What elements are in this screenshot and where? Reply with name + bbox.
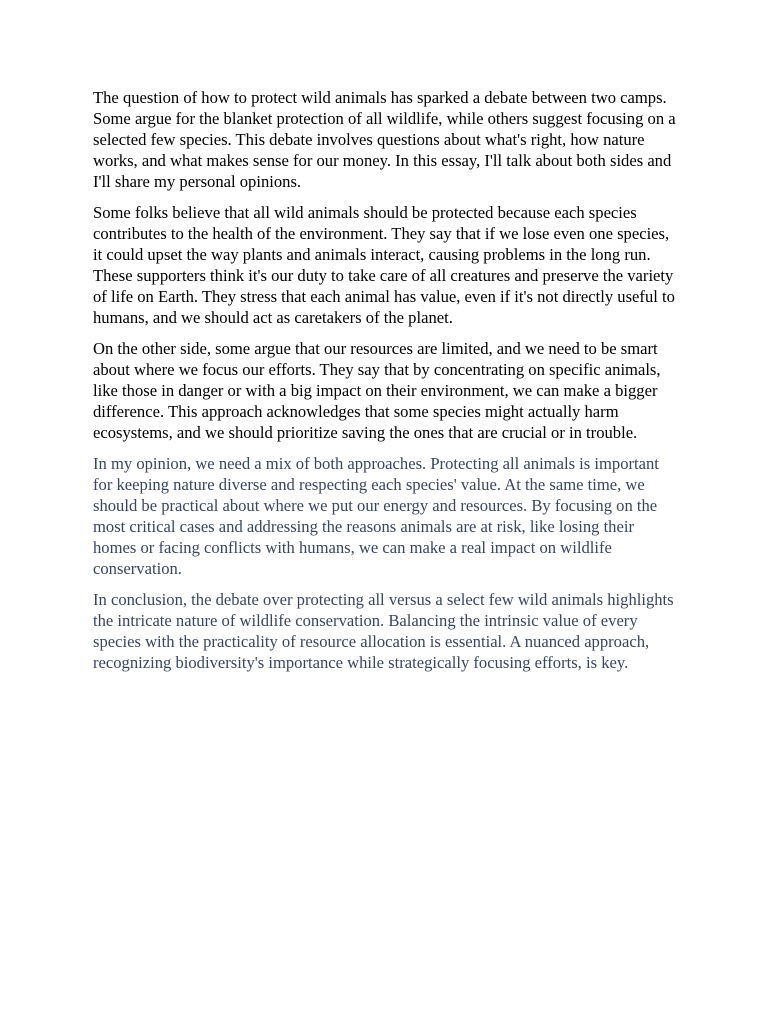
paragraph-protect-all: Some folks believe that all wild animals should be protected because each species contributes to the health of the environment. They say that if we lose even one species, it could upset the way plants and animals interact, causing problems in the long run. These supporters think it's our duty to take care of all creatures and preserve the variety of life on Earth. They stress that each animal has value, even if it's not directly useful to humans, and we should act as caretakers of the planet. xyxy=(93,203,675,327)
paragraph-conclusion: In conclusion, the debate over protecting all versus a select few wild animals highlights the intricate nature of wildlife conservation. Balancing the intrinsic value of every species with the practicality of resource allocation is essential. A nuanced approach, recognizing biodiversity's importance while strategically focusing efforts, is key. xyxy=(93,590,674,672)
paragraph-introduction: The question of how to protect wild animals has sparked a debate between two camps. Some argue for the blanket protection of all wildlife, while others suggest focusing on a selected few species. This debate involves questions about what's right, how nature works, and what makes sense for our money. In this essay, I'll talk about both sides and I'll share my personal opinions. xyxy=(93,88,676,191)
paragraph-protect-selected: On the other side, some argue that our resources are limited, and we need to be smart about where we focus our efforts. They say that by concentrating on specific animals, like those in danger or with a big impact on their environment, we can make a bigger difference. This approach acknowledges that some species might actually harm ecosystems, and we should prioritize saving the ones that are crucial or in trouble. xyxy=(93,339,661,442)
document-page xyxy=(93,87,677,683)
paragraph-opinion: In my opinion, we need a mix of both approaches. Protecting all animals is important for keeping nature diverse and respecting each species' value. At the same time, we should be practical about where we put our energy and resources. By focusing on the most critical cases and addressing the reasons animals are at risk, like losing their homes or facing conflicts with humans, we can make a real impact on wildlife conservation. xyxy=(93,454,659,578)
